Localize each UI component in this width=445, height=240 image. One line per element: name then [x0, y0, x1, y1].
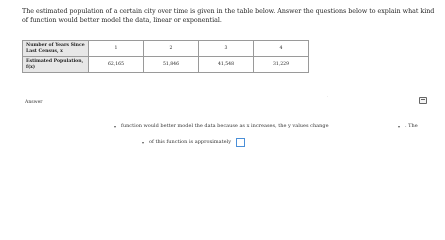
answer-sentence-1 [0, 123, 445, 131]
quantity-type-dropdown[interactable]: ▾ [142, 140, 145, 145]
calculator-icon[interactable] [419, 97, 427, 104]
answer-label: Answer [25, 100, 43, 105]
answer-sentence-1-end: . The [405, 123, 418, 129]
table-cell-fx-3: 41,548 [199, 57, 254, 73]
table-cell-x-3: 3 [199, 41, 254, 57]
table-cell-fx-1: 62,165 [89, 57, 144, 73]
answer-input[interactable] [236, 138, 245, 147]
answer-sentence-1-text: function would better model the data because as x increases, the y values change [121, 123, 329, 129]
data-table [22, 40, 309, 73]
question-text: The estimated population of a certain city over time is given in the table below. Answer the questions below to explain what kind of function would better model the data, linear or exponential. [22, 8, 435, 24]
table-header-fx: Estimated Population, f(x) [23, 57, 89, 73]
answer-sentence-2 [0, 139, 445, 149]
model-type-dropdown[interactable]: ▾ [114, 124, 117, 129]
table-cell-x-4: 4 [254, 41, 309, 57]
table-cell-fx-4: 31,229 [254, 57, 309, 73]
table-cell-fx-2: 51,846 [144, 57, 199, 73]
stray-mark: · [327, 94, 329, 99]
table-row [23, 57, 309, 73]
answer-sentence-2-text: of this function is approximately [149, 139, 232, 145]
table-cell-x-2: 2 [144, 41, 199, 57]
change-type-dropdown[interactable]: ▾ [398, 124, 401, 129]
table-cell-x-1: 1 [89, 41, 144, 57]
table-row [23, 41, 309, 57]
table-header-x: Number of Years Since Last Census, x [23, 41, 89, 57]
